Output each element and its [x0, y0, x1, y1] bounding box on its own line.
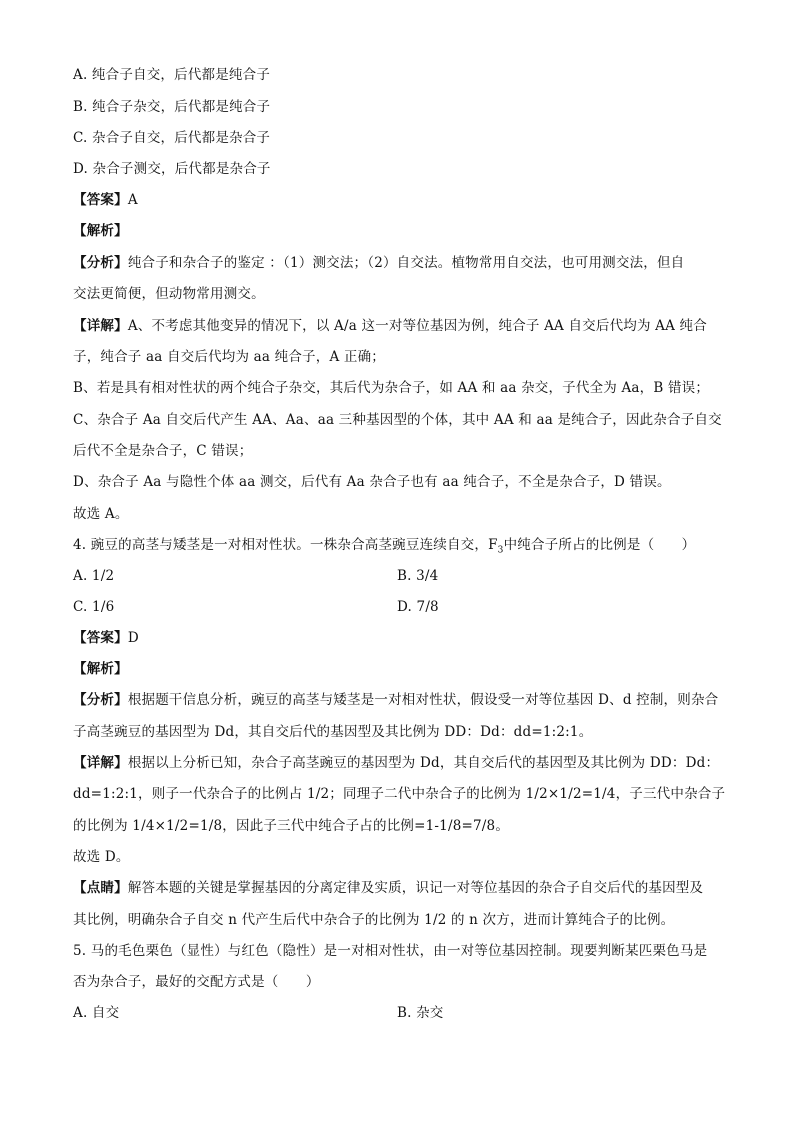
q3-line-d: D、杂合子 Aa 与隐性个体 aa 测交，后代有 Aa 杂合子也有 aa 纯合子，不全是杂合子，D 错误。: [73, 474, 671, 490]
q3-option-a: A. 纯合子自交，后代都是纯合子: [73, 67, 271, 83]
q4-stem-sub: 3: [497, 545, 504, 556]
dianjing-text: 解答本题的关键是掌握基因的分离定律及实质，识记一对等位基因的杂合子自交后代的基因型及: [127, 880, 704, 896]
q4-dianjing-line-2: 其比例，明确杂合子自交 n 代产生后代中杂合子的比例为 1/2 的 n 次方，进而计算纯合子的比例。: [73, 912, 675, 928]
q3-option-b: B. 纯合子杂交，后代都是纯合子: [73, 99, 271, 115]
answer-value: D: [127, 630, 139, 646]
q4-dianjing-line-1: [73, 878, 723, 898]
q5-option-b: B. 杂交: [397, 1005, 444, 1021]
xiangjie-tag: 【详解】: [73, 755, 128, 771]
q4-xiangjie-line-1: [73, 753, 723, 773]
q4-options-row-1: [73, 566, 723, 586]
q4-xiangjie-line-3: 的比例为 1/4×1/2=1/8，因此子三代中纯合子占的比例=1-1/8=7/8。: [73, 818, 510, 834]
q3-analysis-heading: [73, 221, 723, 241]
q4-fenxi-line-1: [73, 690, 723, 710]
q5-stem-line-2: 否为杂合子，最好的交配方式是（ ）: [73, 974, 320, 990]
q4-analysis-heading: [73, 659, 723, 679]
q3-line-c-2: 后代不全是杂合子，C 错误；: [73, 443, 253, 459]
q4-stem-pre: 4. 豌豆的高茎与矮茎是一对相对性状。一株杂合高茎豌豆连续自交，F: [73, 537, 498, 553]
q4-option-c: C. 1/6: [73, 599, 115, 615]
fenxi-text: 根据题干信息分析，豌豆的高茎与矮茎是一对相对性状，假设受一对等位基因 D、d 控制，则杂合: [127, 692, 719, 708]
q3-line-c-1: C、杂合子 Aa 自交后代产生 AA、Aa、aa 三种基因型的个体，其中 AA 和 aa 是纯合子，因此杂合子自交: [73, 412, 722, 428]
xiangjie-text: 根据以上分析已知，杂合子高茎豌豆的基因型为 Dd，其自交后代的基因型及其比例为 DD：Dd：: [127, 755, 720, 771]
q4-option-a: A. 1/2: [73, 568, 115, 584]
q3-xiangjie-line-2: 子，纯合子 aa 自交后代均为 aa 纯合子，A 正确；: [73, 349, 385, 365]
xiangjie-tag: 【详解】: [73, 318, 128, 334]
q3-fenxi-line-2: 交法更简便，但动物常用测交。: [73, 286, 265, 302]
q3-xiangjie-line-1: [73, 316, 723, 336]
q4-stem: [73, 535, 723, 555]
fenxi-tag: 【分析】: [73, 255, 128, 271]
xiangjie-text: A、不考虑其他变异的情况下，以 A/a 这一对等位基因为例，纯合子 AA 自交后代均为 AA 纯合: [127, 318, 707, 334]
q5-stem-line-1: 5. 马的毛色栗色（显性）与红色（隐性）是一对相对性状，由一对等位基因控制。现要判断某匹栗色马是: [73, 943, 708, 959]
q5-option-a: A. 自交: [73, 1005, 120, 1021]
answer-tag: 【答案】: [73, 192, 128, 208]
q4-stem-post: 中纯合子所占的比例是（ ）: [503, 537, 696, 553]
q3-line-b: B、若是具有相对性状的两个纯合子杂交，其后代为杂合子，如 AA 和 aa 杂交，子代全为 Aa，B 错误；: [73, 380, 710, 396]
q3-option-d: D. 杂合子测交，后代都是杂合子: [73, 161, 271, 177]
analysis-tag: 【解析】: [73, 661, 128, 677]
dianjing-tag: 【点睛】: [73, 880, 128, 896]
q3-conclusion: 故选 A。: [73, 506, 129, 522]
q4-option-d: D. 7/8: [397, 599, 439, 615]
answer-value: A: [127, 192, 138, 208]
q4-answer: [73, 628, 723, 648]
answer-tag: 【答案】: [73, 630, 128, 646]
q3-answer: [73, 190, 723, 210]
q4-option-b: B. 3/4: [397, 568, 439, 584]
q4-conclusion: 故选 D。: [73, 849, 130, 865]
fenxi-tag: 【分析】: [73, 692, 128, 708]
fenxi-text: 纯合子和杂合子的鉴定 ：（1）测交法；（2）自交法。植物常用自交法，也可用测交法，但自: [127, 255, 685, 271]
analysis-tag: 【解析】: [73, 223, 128, 239]
q4-fenxi-line-2: 子高茎豌豆的基因型为 Dd，其自交后代的基因型及其比例为 DD：Dd：dd=1:2:1。: [73, 724, 593, 740]
q4-options-row-2: [73, 597, 723, 617]
q4-xiangjie-line-2: dd=1:2:1，则子一代杂合子的比例占 1/2；同理子二代中杂合子的比例为 1/2×1/2=1/4，子三代中杂合子: [73, 786, 726, 802]
q5-options-row-1: [73, 1003, 723, 1023]
q3-fenxi-line-1: [73, 253, 723, 273]
q3-option-c: C. 杂合子自交，后代都是杂合子: [73, 130, 271, 146]
